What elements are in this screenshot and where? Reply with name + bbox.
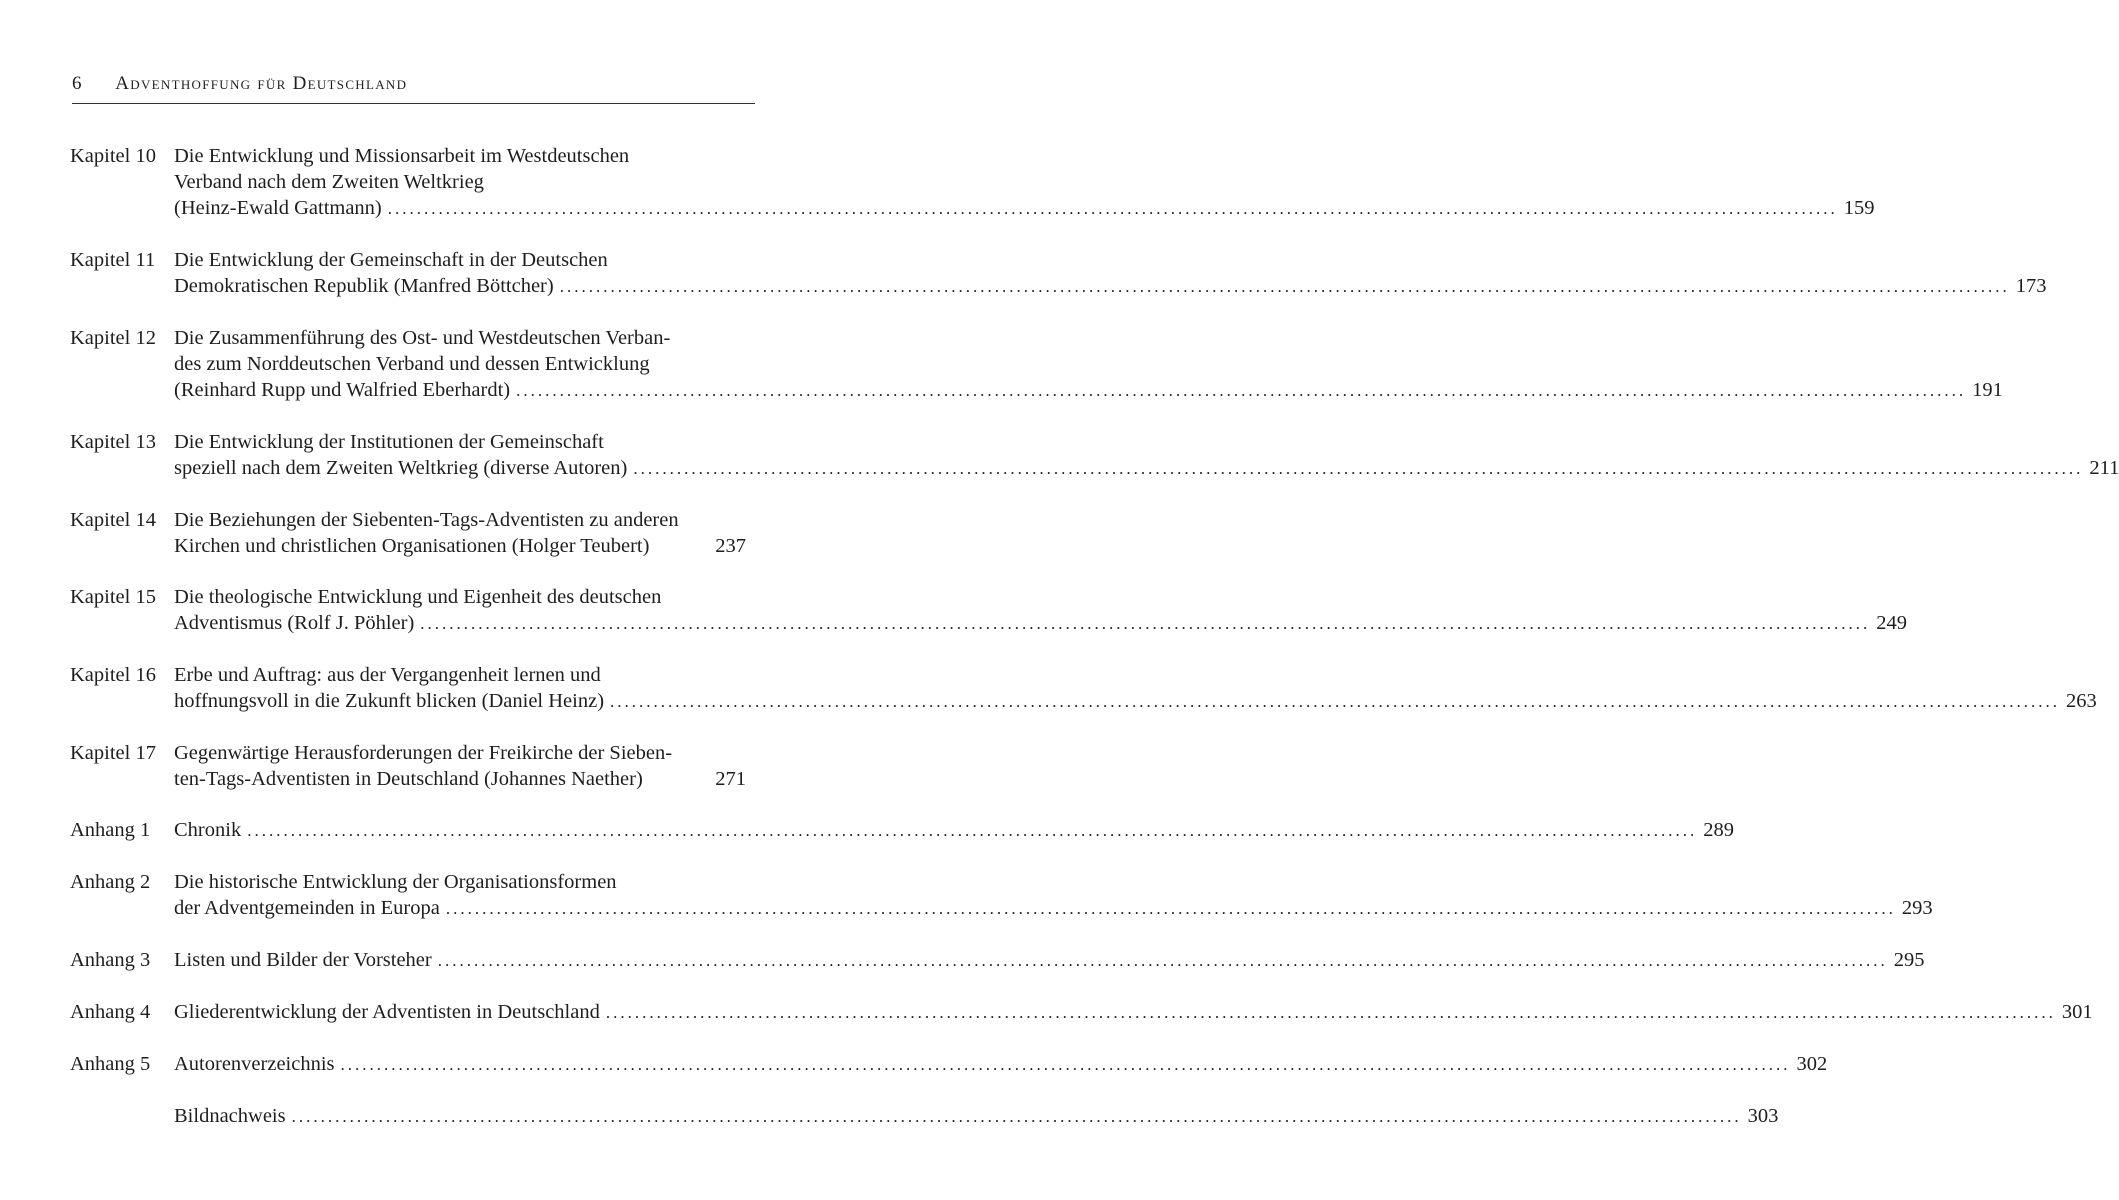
toc-entry xyxy=(70,325,2003,404)
toc-entry-page: 289 xyxy=(1703,819,1734,841)
toc-entry-body xyxy=(174,662,2097,715)
toc-entry-body xyxy=(174,947,1924,974)
toc-entry-body xyxy=(174,325,2003,404)
toc-entry-title-line: speziell nach dem Zweiten Weltkrieg (diverse Autoren) xyxy=(174,457,628,479)
toc-entry-last-line xyxy=(174,533,746,559)
toc-entry-page: 303 xyxy=(1747,1105,1779,1127)
toc-entry-title-line: Erbe und Auftrag: aus der Vergangenheit lernen und xyxy=(174,664,601,686)
toc-entry-body xyxy=(174,1103,1778,1130)
toc-entry xyxy=(70,662,2097,715)
toc-entry-page: 173 xyxy=(2015,275,2047,297)
dot-leader: ........................................................................................................................................................................................................ xyxy=(516,381,1967,400)
toc-entry xyxy=(70,999,2093,1026)
toc-entry xyxy=(70,740,746,792)
dot-leader: ........................................................................................................................................................................................................ xyxy=(605,1003,2056,1022)
toc-entry-title-line: Die theologische Entwicklung und Eigenheit des deutschen xyxy=(174,586,662,608)
toc-entry-title-line: Demokratischen Republik (Manfred Böttcher) xyxy=(174,275,554,297)
toc-entry-page: 159 xyxy=(1843,197,1875,219)
toc-entry-label: Anhang 3 xyxy=(70,949,151,971)
toc-entry xyxy=(70,584,1908,637)
toc-entry-title-line: Die Entwicklung der Institutionen der Gemeinschaft xyxy=(174,431,604,453)
toc-entry-page: 301 xyxy=(2061,1001,2093,1023)
toc-entry xyxy=(70,507,746,559)
dot-leader: ........................................................................................................................................................................................................ xyxy=(437,951,1888,970)
toc-entry-title-line: Adventismus (Rolf J. Pöhler) xyxy=(174,612,415,634)
toc-entry-title-line: Gliederentwicklung der Adventisten in Deutschland xyxy=(174,1001,600,1023)
toc-entry-title-line: Verband nach dem Zweiten Weltkrieg xyxy=(174,171,484,193)
toc-entry-title-line: des zum Norddeutschen Verband und dessen Entwicklung xyxy=(174,353,650,375)
toc-entry-label: Kapitel 15 xyxy=(70,586,156,608)
toc-entry-label: Anhang 4 xyxy=(70,1001,151,1023)
toc-entry-title-line: Die Zusammenführung des Ost- und Westdeutschen Verban- xyxy=(174,327,671,349)
toc-entry-last-line xyxy=(174,817,1734,844)
toc-entry-label: Kapitel 17 xyxy=(70,742,156,764)
toc-entry-last-line xyxy=(174,947,1924,974)
dot-leader: ........................................................................................................................................................................................................ xyxy=(340,1055,1791,1074)
dot-leader: ........................................................................................................................................................................................................ xyxy=(387,199,1838,218)
toc-entry-body xyxy=(174,817,1734,844)
book-title: Adventhoffung für Deutschland xyxy=(115,73,408,94)
toc-entry-page: 237 xyxy=(715,535,746,557)
toc-entry-title-line: Chronik xyxy=(174,819,242,841)
toc-entry-page: 271 xyxy=(715,768,746,790)
toc-entry-last-line xyxy=(174,1103,1778,1130)
toc-entry-page: 295 xyxy=(1893,949,1925,971)
toc-entry-title-line: Die Entwicklung und Missionsarbeit im Westdeutschen xyxy=(174,145,630,167)
toc-entry-label: Anhang 5 xyxy=(70,1053,151,1075)
toc-entry-page: 211 xyxy=(2089,457,2119,479)
running-header xyxy=(72,73,755,104)
toc-entry-page: 263 xyxy=(2066,690,2097,712)
toc-entry-body xyxy=(174,247,2046,300)
toc-entry-body xyxy=(174,429,2119,482)
toc-entry-title-line: Autorenverzeichnis xyxy=(174,1053,335,1075)
toc-entry-last-line xyxy=(174,195,1875,222)
toc-entry-label: Kapitel 14 xyxy=(70,509,156,531)
toc-entry-label: Kapitel 12 xyxy=(70,327,156,349)
toc-entry-body xyxy=(174,143,1875,222)
toc-entry-page: 302 xyxy=(1796,1053,1828,1075)
toc-entry-last-line xyxy=(174,377,2003,404)
toc-entry-label: Anhang 1 xyxy=(70,819,151,841)
toc-entry xyxy=(70,817,1734,844)
dot-leader: ........................................................................................................................................................................................................ xyxy=(559,277,2010,296)
toc-entry-last-line xyxy=(174,610,1907,637)
toc-entry xyxy=(70,143,1875,222)
toc-entry-title-line: Die Entwicklung der Gemeinschaft in der Deutschen xyxy=(174,249,608,271)
toc-entry-last-line xyxy=(174,273,2046,300)
toc-entry-last-line xyxy=(174,895,1933,922)
toc-entry-title-line: (Heinz-Ewald Gattmann) xyxy=(174,197,382,219)
toc-entry-label: Anhang 2 xyxy=(70,871,151,893)
toc-entry-body xyxy=(174,584,1907,637)
toc-entry-label xyxy=(70,1103,174,1130)
toc-entry-label: Kapitel 16 xyxy=(70,664,156,686)
toc-entry xyxy=(70,947,1925,974)
toc-entry-label: Kapitel 11 xyxy=(70,249,156,271)
toc-entry-last-line xyxy=(174,1051,1827,1078)
toc-entry-body xyxy=(174,869,1933,922)
toc-entry-label: Kapitel 13 xyxy=(70,431,156,453)
toc-entry-title-line: Gegenwärtige Herausforderungen der Freikirche der Sieben- xyxy=(174,742,673,764)
toc-entry xyxy=(70,429,2119,482)
toc-entry-last-line xyxy=(174,455,2119,482)
dot-leader: ........................................................................................................................................................................................................ xyxy=(610,692,2061,711)
toc-entry-title-line: hoffnungsvoll in die Zukunft blicken (Daniel Heinz) xyxy=(174,690,605,712)
toc-entry-title-line: ten-Tags-Adventisten in Deutschland (Johannes Naether) xyxy=(174,768,643,790)
page-number: 6 xyxy=(72,73,82,94)
toc-entry xyxy=(70,247,2047,300)
toc-entry-label: Kapitel 10 xyxy=(70,145,156,167)
dot-leader: ........................................................................................................................................................................................................ xyxy=(291,1107,1742,1126)
dot-leader: ........................................................................................................................................................................................................ xyxy=(247,821,1698,840)
toc-entry-title-line: Die historische Entwicklung der Organisationsformen xyxy=(174,871,617,893)
toc-entry xyxy=(70,1051,1828,1078)
dot-leader: ........................................................................................................................................................................................................ xyxy=(420,614,1871,633)
toc-entry-body xyxy=(174,740,746,792)
toc-entry-body xyxy=(174,999,2093,1026)
toc-entry-title-line: (Reinhard Rupp und Walfried Eberhardt) xyxy=(174,379,511,401)
dot-leader: ........................................................................................................................................................................................................ xyxy=(445,899,1896,918)
toc-entry-last-line xyxy=(174,688,2097,715)
toc-entry-page: 249 xyxy=(1876,612,1908,634)
toc-entry-title-line: Bildnachweis xyxy=(174,1105,286,1127)
toc-entry xyxy=(70,1103,1779,1130)
toc-entry-body xyxy=(174,507,746,559)
toc-entry-title-line: Listen und Bilder der Vorsteher xyxy=(174,949,432,971)
toc-entry-title-line: der Adventgemeinden in Europa xyxy=(174,897,440,919)
toc-entry-body xyxy=(174,1051,1827,1078)
toc-entry-last-line xyxy=(174,766,746,792)
dot-leader: ........................................................................................................................................................................................................ xyxy=(633,459,2084,478)
toc-entry-title-line: Kirchen und christlichen Organisationen (Holger Teubert) xyxy=(174,535,650,557)
toc-entry-page: 293 xyxy=(1901,897,1933,919)
toc-entry-page: 191 xyxy=(1972,379,2003,401)
toc-entry-last-line xyxy=(174,999,2093,1026)
table-of-contents xyxy=(70,143,2119,1155)
toc-entry xyxy=(70,869,1933,922)
toc-entry-title-line: Die Beziehungen der Siebenten-Tags-Adventisten zu anderen xyxy=(174,509,679,531)
